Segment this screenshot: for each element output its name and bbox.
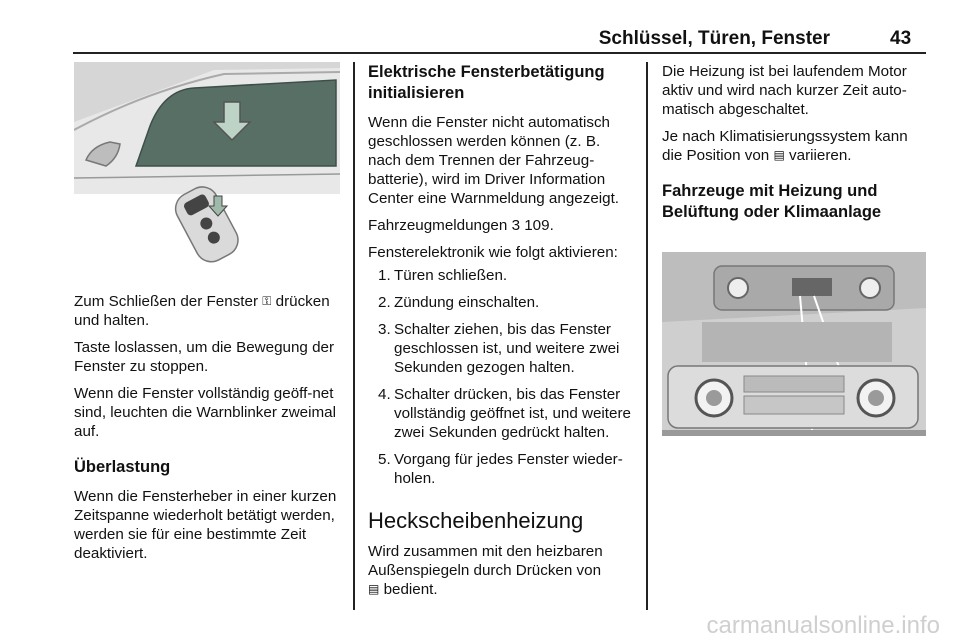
window-key-icon: ⚿ bbox=[262, 294, 272, 308]
close-windows-paragraph bbox=[74, 292, 342, 330]
list-item: 2. Zündung einschalten. bbox=[378, 294, 540, 311]
heating-ventilation-heading: Fahrzeuge mit Heizung und Belüftung oder Klimaanlage bbox=[662, 182, 882, 221]
overload-heading: Überlastung bbox=[74, 458, 171, 476]
climate-position-tail: variieren. bbox=[789, 147, 852, 164]
vehicle-messages-paragraph bbox=[368, 216, 636, 235]
column-divider-2 bbox=[646, 62, 648, 610]
list-item: 5. Vorgang für jedes Fenster wieder-holen. bbox=[378, 451, 623, 487]
header-rule bbox=[73, 52, 926, 54]
column-3 bbox=[662, 62, 928, 232]
rear-heating-text: Wird zusammen mit den heizbaren Außenspiegeln durch Drücken von bbox=[368, 543, 603, 579]
init-intro-paragraph: Wenn die Fenster nicht automatisch geschlossen werden können (z. B. nach dem Trennen der Fahrzeug-batterie), wird im Driver Information Center eine Warnmeldung angezeigt. bbox=[368, 114, 620, 207]
rear-window-heating-heading: Heckscheibenheizung bbox=[368, 508, 584, 533]
list-item: 3. Schalter ziehen, bis das Fenster geschlossen ist, und weitere zwei Sekunden gezogen halten. bbox=[378, 321, 620, 376]
column-2 bbox=[368, 62, 636, 607]
window-key-illustration bbox=[74, 62, 340, 276]
climate-panel-illustration bbox=[662, 252, 926, 436]
rear-heating-paragraph bbox=[368, 542, 636, 599]
list-item: 1. Türen schließen. bbox=[378, 267, 508, 284]
running-header-title: Schlüssel, Türen, Fenster bbox=[598, 28, 830, 49]
rear-heating-tail: bedient. bbox=[383, 581, 438, 598]
rear-defrost-icon: ▤ bbox=[773, 148, 785, 162]
watermark: carmanualsonline.info bbox=[706, 612, 940, 639]
init-steps-list bbox=[368, 266, 636, 488]
column-1 bbox=[74, 292, 342, 571]
rear-defrost-icon: ▤ bbox=[368, 582, 380, 596]
init-windows-heading: Elektrische Fensterbetätigung initialisieren bbox=[368, 63, 605, 102]
vehicle-messages-text: Fahrzeugmeldungen bbox=[368, 217, 508, 234]
close-windows-tail: drücken und halten. bbox=[74, 293, 330, 329]
climate-position-paragraph bbox=[662, 127, 928, 165]
climate-position-text: Je nach Klimatisierungssystem kann die Position von bbox=[662, 128, 908, 164]
activate-electronics-paragraph: Fensterelektronik wie folgt aktivieren: bbox=[368, 244, 618, 261]
heating-active-paragraph: Die Heizung ist bei laufendem Motor aktiv und wird nach kurzer Zeit auto-matisch abgeschaltet. bbox=[662, 63, 907, 118]
release-button-paragraph: Taste loslassen, um die Bewegung der Fenster zu stoppen. bbox=[74, 339, 335, 375]
column-divider-1 bbox=[353, 62, 355, 610]
overload-paragraph: Wenn die Fensterheber in einer kurzen Zeitspanne wiederholt betätigt werden, werden sie für eine bestimmte Zeit deaktiviert. bbox=[74, 488, 337, 562]
page-reference: 3 109. bbox=[511, 217, 554, 234]
close-windows-text: Zum Schließen der Fenster bbox=[74, 293, 259, 310]
hazard-flash-paragraph: Wenn die Fenster vollständig geöff-net sind, leuchten die Warnblinker zweimal auf. bbox=[74, 385, 336, 440]
list-item: 4. Schalter drücken, bis das Fenster vollständig geöffnet ist, und weitere zwei Sekunden gedrückt halten. bbox=[378, 386, 631, 441]
page-number: 43 bbox=[890, 28, 912, 49]
